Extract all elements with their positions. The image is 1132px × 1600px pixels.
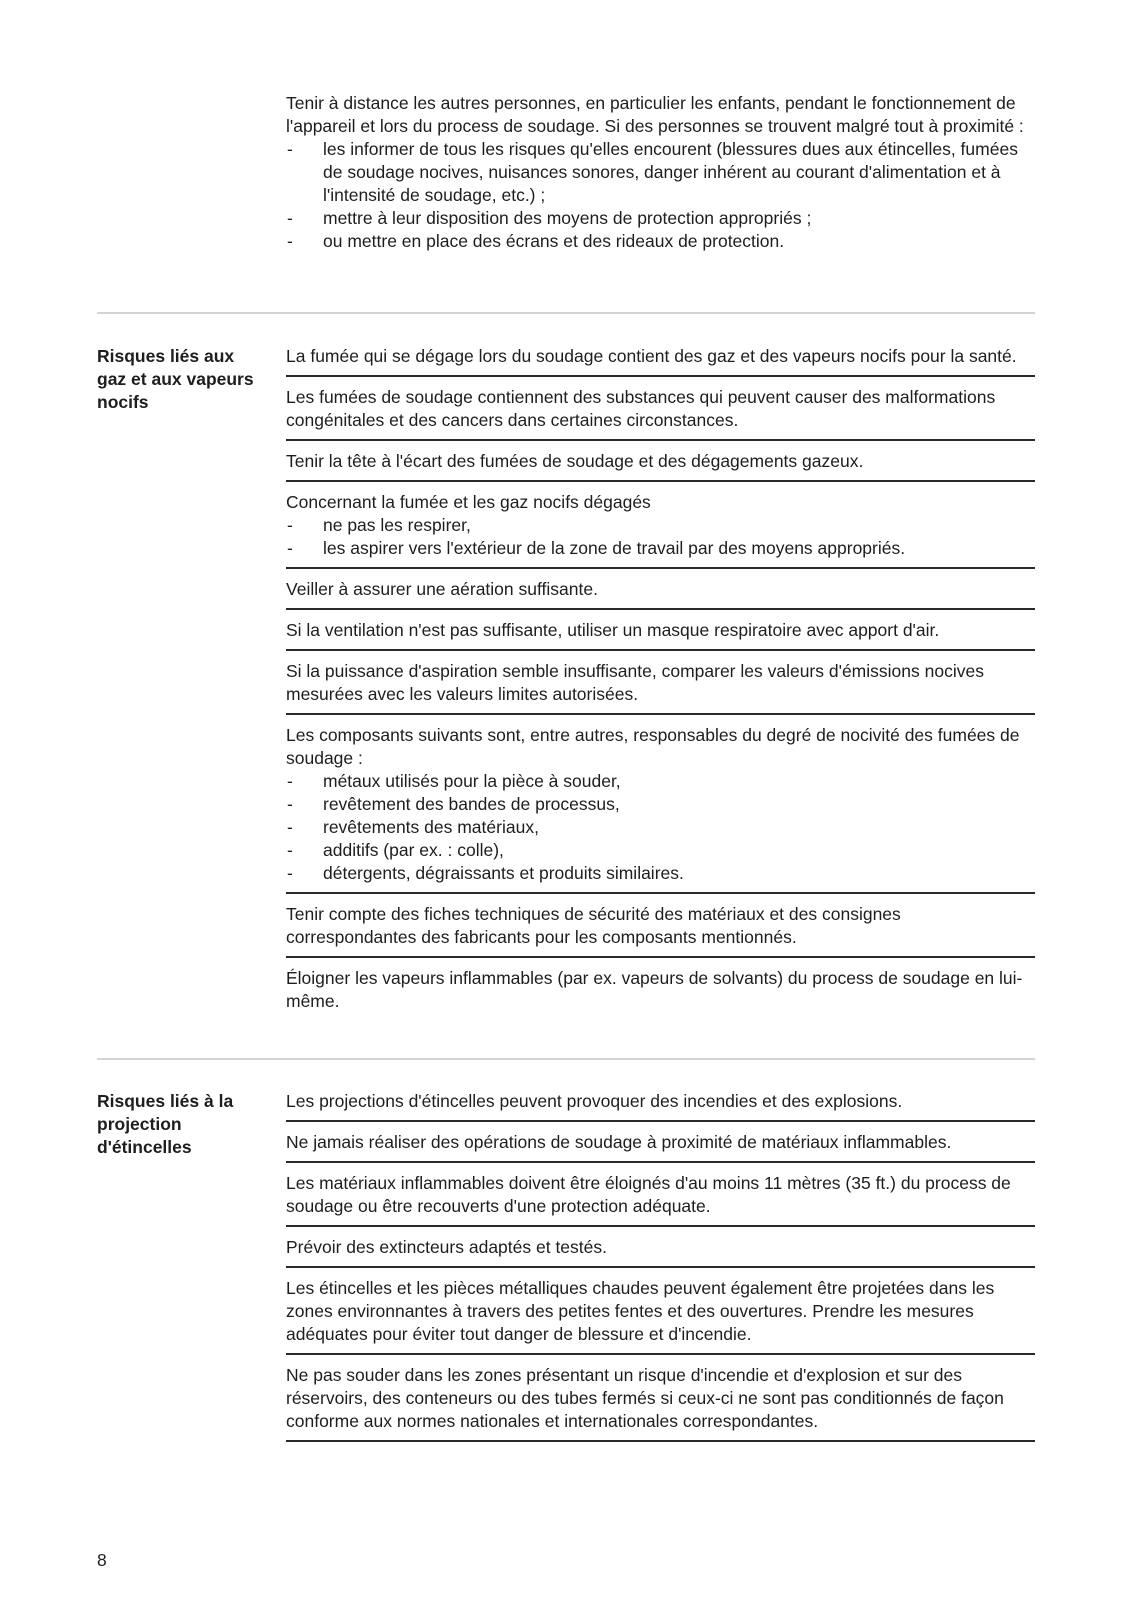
list-item: - métaux utilisés pour la pièce à souder, [286, 770, 1035, 793]
section-item [286, 578, 1035, 610]
item-text: Les composants suivants sont, entre autres, responsables du degré de nocivité des fumées de soudage : [286, 725, 1020, 768]
item-bullet-list [286, 514, 1035, 560]
section-item [286, 1277, 1035, 1355]
item-text: Tenir compte des fiches techniques de sécurité des matériaux et des consignes correspondantes des fabricants pour les composants mentionnés. [286, 904, 901, 947]
section-heading-gas: Risques liés aux gaz et aux vapeurs nocifs [97, 346, 254, 412]
list-item: - revêtements des matériaux, [286, 816, 1035, 839]
item-text: Les étincelles et les pièces métalliques chaudes peuvent également être projetées dans les zones environnantes à travers des petites fentes et des ouvertures. Prendre les mesures adéquates pour éviter tout danger de blessure et d'incendie. [286, 1278, 995, 1344]
section-heading-sparks: Risques liés à la projection d'étincelles [97, 1091, 234, 1157]
section-item [286, 450, 1035, 482]
section-item [286, 1364, 1035, 1442]
item-text: Les fumées de soudage contiennent des substances qui peuvent causer des malformations congénitales et des cancers dans certaines circonstances. [286, 387, 996, 430]
section-item [286, 660, 1035, 715]
section-gas-content [286, 345, 1035, 1020]
section-divider [97, 312, 1035, 314]
list-item: - les aspirer vers l'extérieur de la zone de travail par des moyens appropriés. [286, 537, 1035, 560]
item-bullet-list [286, 770, 1035, 885]
page-number: 8 [97, 1550, 107, 1570]
list-item: - ou mettre en place des écrans et des rideaux de protection. [286, 230, 1035, 253]
item-text: Tenir la tête à l'écart des fumées de soudage et des dégagements gazeux. [286, 451, 864, 471]
section-item [286, 1131, 1035, 1163]
section-item [286, 386, 1035, 441]
section-item [286, 967, 1035, 1020]
section-item [286, 345, 1035, 377]
section-item [286, 903, 1035, 958]
list-item: - revêtement des bandes de processus, [286, 793, 1035, 816]
item-text: Prévoir des extincteurs adaptés et testés. [286, 1237, 607, 1257]
item-text: Éloigner les vapeurs inflammables (par ex. vapeurs de solvants) du process de soudage en lui-même. [286, 968, 1023, 1011]
list-item: - additifs (par ex. : colle), [286, 839, 1035, 862]
list-item: - ne pas les respirer, [286, 514, 1035, 537]
section-item [286, 724, 1035, 894]
item-text: Ne jamais réaliser des opérations de soudage à proximité de matériaux inflammables. [286, 1132, 952, 1152]
intro-bullet-list [286, 138, 1035, 253]
item-text: Ne pas souder dans les zones présentant un risque d'incendie et d'explosion et sur des réservoirs, des conteneurs ou des tubes fermés si ceux-ci ne sont pas conditionnés de façon conforme aux normes nationales et internationales correspondantes. [286, 1365, 1004, 1431]
intro-paragraph: Tenir à distance les autres personnes, en particulier les enfants, pendant le fonctionnement de l'appareil et lors du process de soudage. Si des personnes se trouvent malgré tout à proximité : [286, 93, 1024, 136]
item-text: La fumée qui se dégage lors du soudage contient des gaz et des vapeurs nocifs pour la santé. [286, 346, 1017, 366]
section-item [286, 1172, 1035, 1227]
intro-block [286, 92, 1035, 253]
section-divider [97, 1058, 1035, 1060]
item-text: Concernant la fumée et les gaz nocifs dégagés [286, 492, 651, 512]
item-text: Les projections d'étincelles peuvent provoquer des incendies et des explosions. [286, 1091, 903, 1111]
list-item: - mettre à leur disposition des moyens de protection appropriés ; [286, 207, 1035, 230]
item-text: Si la ventilation n'est pas suffisante, utiliser un masque respiratoire avec apport d'air. [286, 620, 940, 640]
section-sparks-content [286, 1090, 1035, 1451]
item-text: Si la puissance d'aspiration semble insuffisante, comparer les valeurs d'émissions nocives mesurées avec les valeurs limites autorisées. [286, 661, 984, 704]
list-item: - détergents, dégraissants et produits similaires. [286, 862, 1035, 885]
section-item [286, 491, 1035, 569]
item-text: Les matériaux inflammables doivent être éloignés d'au moins 11 mètres (35 ft.) du process de soudage ou être recouverts d'une protection adéquate. [286, 1173, 1011, 1216]
list-item: - les informer de tous les risques qu'elles encourent (blessures dues aux étincelles, fumées de soudage nocives, nuisances sonores, danger inhérent au courant d'alimentation et à l'intensité de soudage, etc.) ; [286, 138, 1035, 207]
section-item [286, 1090, 1035, 1122]
item-text: Veiller à assurer une aération suffisante. [286, 579, 598, 599]
section-item [286, 619, 1035, 651]
section-item [286, 1236, 1035, 1268]
